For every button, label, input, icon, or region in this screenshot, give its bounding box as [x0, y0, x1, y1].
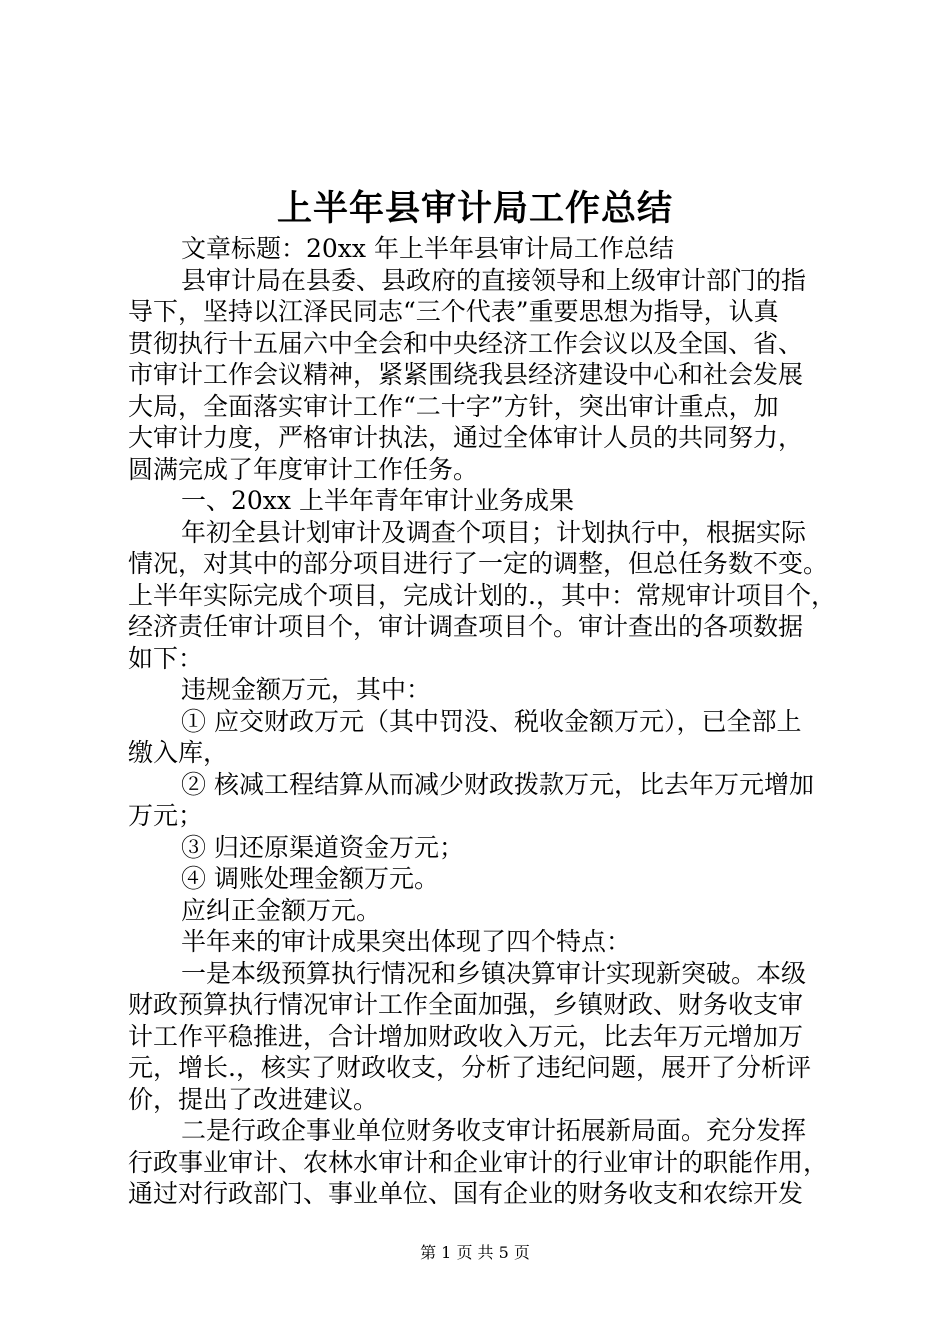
text-line: 市审计工作会议精神，紧紧围绕我县经济建设中心和社会发展 [128, 360, 804, 389]
text-line: 圆满完成了年度审计工作任务。 [128, 454, 479, 484]
text-line: 经济责任审计项目个，审计调查项目个。审计查出的各项数据 [128, 612, 804, 641]
text-line: 缴入库， [128, 738, 229, 767]
text-line: 元，增长.，核实了财政收支，分析了违纪问题，展开了分析评 [128, 1053, 811, 1082]
document-body [128, 233, 836, 1210]
list-item: ② 核减工程结算从而减少财政拨款万元，比去年万元增加 [181, 769, 814, 799]
text-line: 计工作平稳推进，合计增加财政收入万元，比去年万元增加万 [128, 1021, 804, 1051]
text-line: 年初全县计划审计及调查个项目；计划执行中，根据实际 [181, 517, 807, 547]
text-line: 情况，对其中的部分项目进行了一定的调整，但总任务数不变。 [128, 549, 829, 578]
text-line: 大局，全面落实审计工作“二十字”方针，突出审计重点，加 [128, 391, 779, 421]
page-footer: 第 1 页 共 5 页 [420, 1243, 530, 1262]
text-line: 一是本级预算执行情况和乡镇决算审计实现新突破。本级 [181, 958, 807, 988]
text-line: 财政预算执行情况审计工作全面加强，乡镇财政、财务收支审 [128, 990, 804, 1019]
section-heading: 一、20xx 上半年青年审计业务成果 [181, 486, 574, 515]
text-line: 文章标题：20xx 年上半年县审计局工作总结 [181, 234, 674, 263]
list-item: ③ 归还原渠道资金万元； [181, 832, 464, 862]
list-item: ① 应交财政万元（其中罚没、税收金额万元），已全部上 [181, 706, 802, 736]
text-line: 万元； [128, 801, 204, 830]
text-line: 应纠正金额万元。 [181, 895, 382, 925]
text-line: 二是行政企事业单位财务收支审计拓展新局面。充分发挥 [181, 1116, 807, 1145]
text-line: 通过对行政部门、事业单位、国有企业的财务收支和农综开发 [128, 1179, 804, 1208]
text-line: 如下： [128, 643, 204, 673]
text-line: 县审计局在县委、县政府的直接领导和上级审计部门的指 [181, 265, 807, 295]
text-line: 上半年实际完成个项目，完成计划的.，其中：常规审计项目个， [128, 580, 836, 610]
text-line: 价，提出了改进建议。 [128, 1084, 379, 1114]
text-line: 贯彻执行十五届六中全会和中央经济工作会议以及全国、省、 [128, 328, 804, 358]
text-line: 大审计力度，严格审计执法，通过全体审计人员的共同努力， [128, 423, 804, 452]
text-line: 导下，坚持以江泽民同志“三个代表”重要思想为指导，认真 [128, 297, 779, 326]
page-title: 上半年县审计局工作总结 [276, 188, 673, 229]
list-item: ④ 调账处理金额万元。 [181, 864, 439, 893]
text-line: 违规金额万元，其中： [181, 675, 432, 704]
text-line: 行政事业审计、农林水审计和企业审计的行业审计的职能作用， [128, 1147, 829, 1177]
text-line: 半年来的审计成果突出体现了四个特点： [181, 927, 632, 956]
